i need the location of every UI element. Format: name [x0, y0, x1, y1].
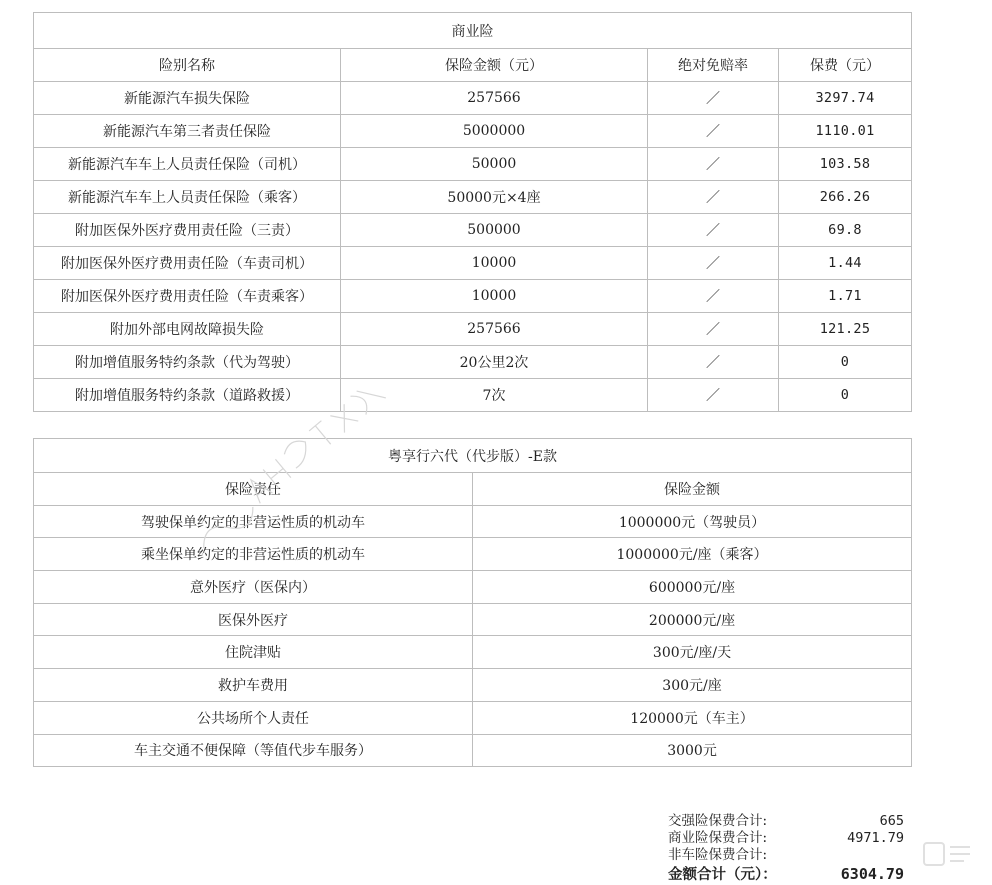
coverage-amount-cell: 120000元（车主） [473, 701, 912, 734]
liability-cell: 驾驶保单约定的非营运性质的机动车 [34, 505, 473, 538]
insured-amount-cell: 50000 [341, 148, 648, 181]
total-label: 商业险保费合计: [668, 830, 768, 846]
insured-amount-cell: 7次 [341, 379, 648, 412]
insured-amount-cell: 500000 [341, 214, 648, 247]
total-label: 交强险保费合计: [668, 813, 768, 829]
total-row-commercial [668, 830, 908, 847]
coverage-name-cell: 附加医保外医疗费用责任险（车责乘客） [34, 280, 341, 313]
coverage-name-cell: 附加增值服务特约条款（道路救援） [34, 379, 341, 412]
insured-amount-cell: 20公里2次 [341, 346, 648, 379]
coverage-amount-cell: 1000000元（驾驶员） [473, 505, 912, 538]
coverage-amount-cell: 200000元/座 [473, 603, 912, 636]
liability-cell: 公共场所个人责任 [34, 701, 473, 734]
coverage-amount-cell: 600000元/座 [473, 571, 912, 604]
table-row [34, 571, 912, 604]
premium-cell: 1110.01 [779, 115, 912, 148]
commercial-header-row [34, 49, 912, 82]
deductible-cell: ／ [648, 115, 779, 148]
premium-cell: 3297.74 [779, 82, 912, 115]
coverage-name-cell: 附加医保外医疗费用责任险（三责） [34, 214, 341, 247]
total-row-compulsory [668, 813, 908, 830]
grand-total-value: 6304.79 [840, 865, 904, 883]
non-auto-title-row [34, 439, 912, 473]
deductible-cell: ／ [648, 247, 779, 280]
table-row [34, 603, 912, 636]
coverage-name-cell: 新能源汽车第三者责任保险 [34, 115, 341, 148]
table-row [34, 701, 912, 734]
total-label: 非车险保费合计: [668, 847, 768, 863]
coverage-amount-cell: 1000000元/座（乘客） [473, 538, 912, 571]
table-row [34, 115, 912, 148]
non-auto-header-row [34, 473, 912, 506]
premium-cell: 103.58 [779, 148, 912, 181]
table-row [34, 313, 912, 346]
total-row-non-auto [668, 847, 908, 864]
insured-amount-cell: 5000000 [341, 115, 648, 148]
deductible-cell: ／ [648, 346, 779, 379]
deductible-cell: ／ [648, 82, 779, 115]
table-row [34, 181, 912, 214]
liability-cell: 乘坐保单约定的非营运性质的机动车 [34, 538, 473, 571]
premium-cell: 266.26 [779, 181, 912, 214]
coverage-name-cell: 附加医保外医疗费用责任险（车责司机） [34, 247, 341, 280]
deductible-cell: ／ [648, 148, 779, 181]
premium-cell: 121.25 [779, 313, 912, 346]
liability-cell: 车主交通不便保障（等值代步车服务） [34, 734, 473, 767]
deductible-cell: ／ [648, 181, 779, 214]
commercial-title-row [34, 13, 912, 49]
header-liability: 保险责任 [34, 473, 473, 506]
table-row [34, 280, 912, 313]
corner-logo-icon [920, 837, 974, 871]
table-row [34, 346, 912, 379]
table-row [34, 148, 912, 181]
table-row [34, 247, 912, 280]
header-deductible-rate: 绝对免赔率 [648, 49, 779, 82]
premium-totals [668, 813, 908, 883]
premium-cell: 1.44 [779, 247, 912, 280]
total-row-grand [668, 866, 908, 883]
header-premium: 保费（元） [779, 49, 912, 82]
grand-total-label: 金额合计（元）： [668, 866, 777, 883]
table-row [34, 669, 912, 702]
premium-cell: 0 [779, 346, 912, 379]
insured-amount-cell: 50000元×4座 [341, 181, 648, 214]
liability-cell: 救护车费用 [34, 669, 473, 702]
coverage-name-cell: 新能源汽车车上人员责任保险（乘客） [34, 181, 341, 214]
coverage-name-cell: 附加外部电网故障损失险 [34, 313, 341, 346]
insured-amount-cell: 10000 [341, 280, 648, 313]
table-row [34, 538, 912, 571]
table-row [34, 636, 912, 669]
coverage-name-cell: 新能源汽车车上人员责任保险（司机） [34, 148, 341, 181]
coverage-amount-cell: 300元/座/天 [473, 636, 912, 669]
header-coverage-amount: 保险金额 [473, 473, 912, 506]
total-value: 4971.79 [847, 830, 904, 846]
coverage-amount-cell: 3000元 [473, 734, 912, 767]
table-row [34, 82, 912, 115]
premium-cell: 1.71 [779, 280, 912, 313]
coverage-amount-cell: 300元/座 [473, 669, 912, 702]
commercial-table-title: 商业险 [34, 13, 912, 49]
liability-cell: 医保外医疗 [34, 603, 473, 636]
table-row [34, 379, 912, 412]
insured-amount-cell: 257566 [341, 82, 648, 115]
table-row [34, 734, 912, 767]
insured-amount-cell: 10000 [341, 247, 648, 280]
deductible-cell: ／ [648, 313, 779, 346]
commercial-insurance-table [33, 12, 912, 412]
coverage-name-cell: 附加增值服务特约条款（代为驾驶） [34, 346, 341, 379]
non-auto-table-title: 粤享行六代（代步版）-E款 [34, 439, 912, 473]
total-value [904, 847, 908, 864]
header-insured-amount: 保险金额（元） [341, 49, 648, 82]
header-coverage-name: 险别名称 [34, 49, 341, 82]
table-row [34, 505, 912, 538]
deductible-cell: ／ [648, 379, 779, 412]
premium-cell: 0 [779, 379, 912, 412]
non-auto-insurance-table [33, 438, 912, 767]
total-value: 665 [879, 813, 904, 829]
deductible-cell: ／ [648, 214, 779, 247]
deductible-cell: ／ [648, 280, 779, 313]
liability-cell: 住院津贴 [34, 636, 473, 669]
coverage-name-cell: 新能源汽车损失保险 [34, 82, 341, 115]
insured-amount-cell: 257566 [341, 313, 648, 346]
table-row [34, 214, 912, 247]
liability-cell: 意外医疗（医保内） [34, 571, 473, 604]
premium-cell: 69.8 [779, 214, 912, 247]
